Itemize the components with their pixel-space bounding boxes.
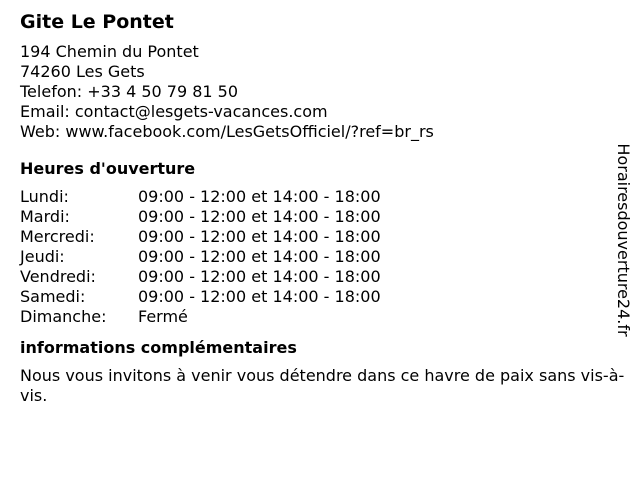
day-label: Samedi:	[20, 287, 86, 306]
hours-value: Fermé	[138, 307, 188, 326]
address-city: 74260 Les Gets	[20, 62, 145, 81]
hours-value: 09:00 - 12:00 et 14:00 - 18:00	[138, 227, 381, 246]
site-watermark: Horairesdouverture24.fr	[614, 143, 633, 337]
email-line: Email: contact@lesgets-vacances.com	[20, 102, 328, 121]
hours-value: 09:00 - 12:00 et 14:00 - 18:00	[138, 187, 381, 206]
address-street: 194 Chemin du Pontet	[20, 42, 199, 61]
day-label: Mardi:	[20, 207, 70, 226]
hours-row	[20, 227, 381, 247]
info-text: Nous vous invitons à venir vous détendre dans ce havre de paix sans vis-à-vis.	[20, 366, 625, 405]
day-label: Dimanche:	[20, 307, 107, 326]
day-label: Lundi:	[20, 187, 69, 206]
hours-row	[20, 267, 381, 287]
hours-row	[20, 207, 381, 227]
day-label: Mercredi:	[20, 227, 95, 246]
web-line: Web: www.facebook.com/LesGetsOfficiel/?ref=br_rs	[20, 122, 434, 141]
hours-row	[20, 247, 381, 267]
hours-table	[20, 187, 381, 327]
hours-value: 09:00 - 12:00 et 14:00 - 18:00	[138, 247, 381, 266]
hours-row	[20, 187, 381, 207]
hours-row	[20, 307, 381, 327]
hours-heading: Heures d'ouverture	[20, 159, 196, 178]
day-label: Jeudi:	[20, 247, 65, 266]
hours-value: 09:00 - 12:00 et 14:00 - 18:00	[138, 267, 381, 286]
info-heading: informations complémentaires	[20, 338, 297, 357]
day-label: Vendredi:	[20, 267, 96, 286]
hours-value: 09:00 - 12:00 et 14:00 - 18:00	[138, 207, 381, 226]
hours-row	[20, 287, 381, 307]
phone-line: Telefon: +33 4 50 79 81 50	[20, 82, 239, 101]
hours-value: 09:00 - 12:00 et 14:00 - 18:00	[138, 287, 381, 306]
business-name: Gite Le Pontet	[20, 11, 174, 33]
